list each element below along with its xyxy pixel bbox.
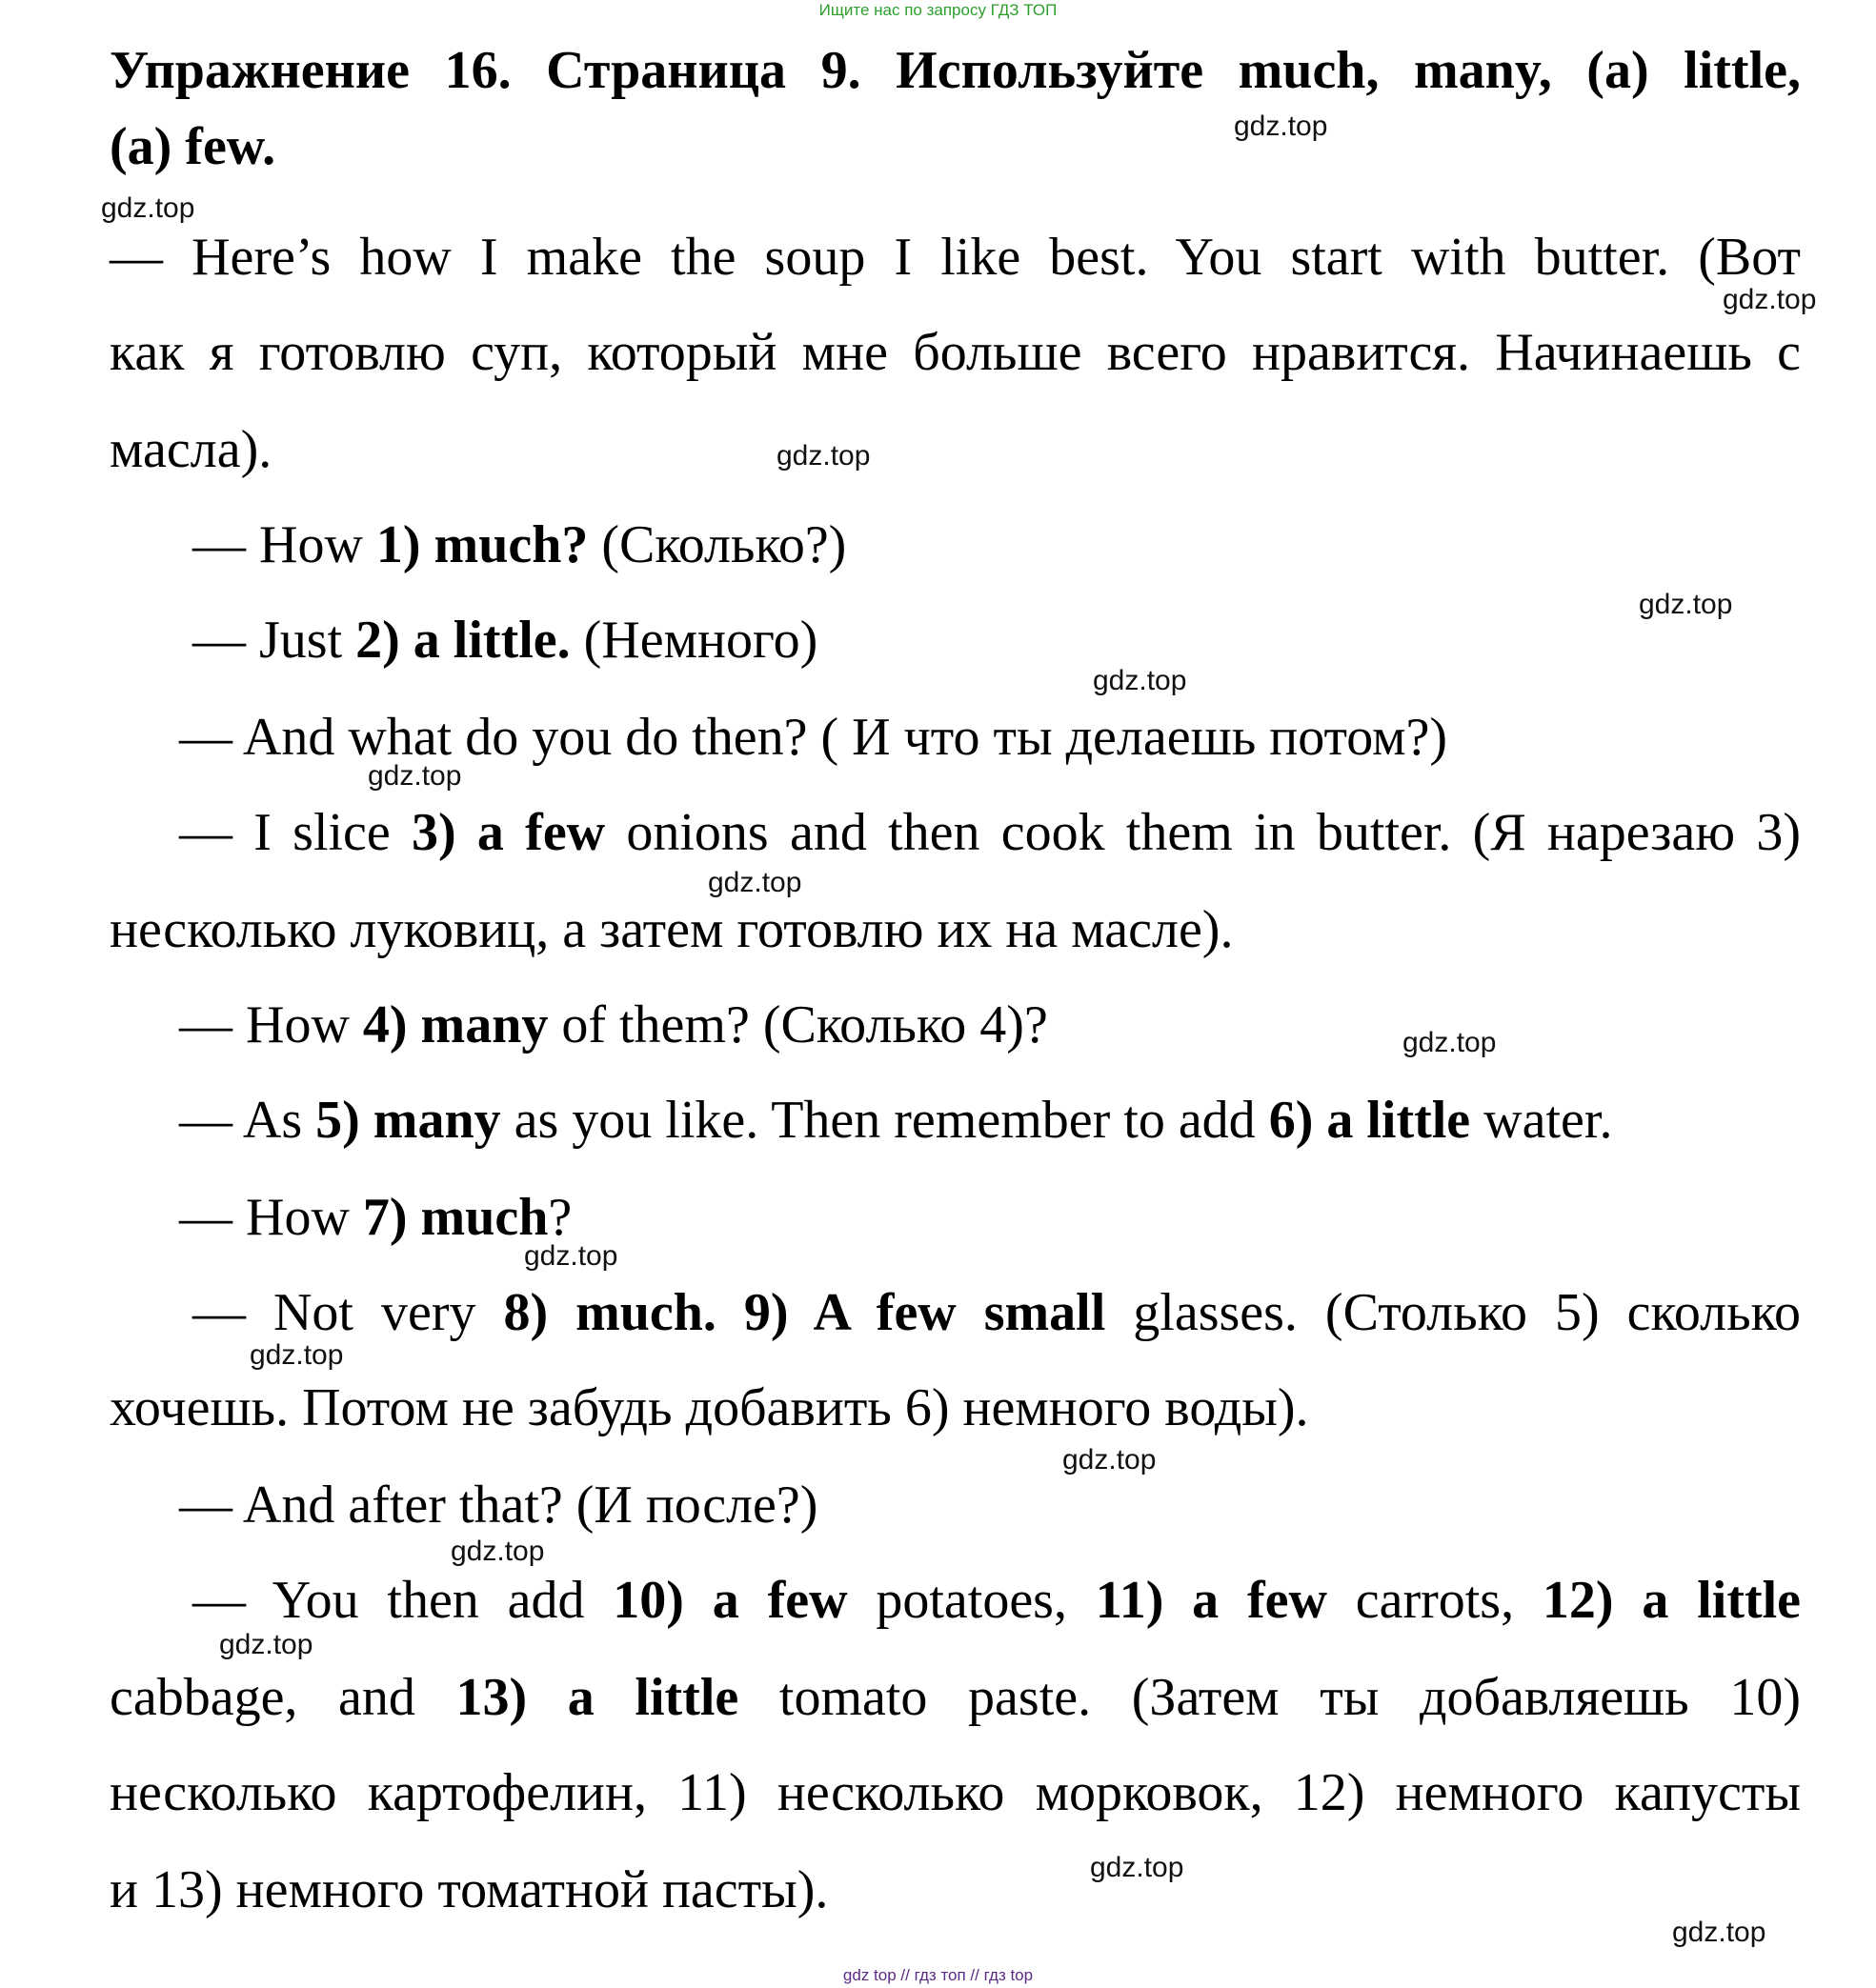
watermark: gdz.top xyxy=(1723,284,1817,315)
watermark: gdz.top xyxy=(250,1339,344,1371)
text-line-5: — Just 2) a little. (Немного) xyxy=(192,611,818,670)
text-line-4: — How 1) much? (Сколько?) xyxy=(192,515,847,574)
exercise-title-line-2: (a) few. xyxy=(110,117,276,176)
watermark: gdz.top xyxy=(1672,1917,1766,1948)
answer-11: 11) a few xyxy=(1095,1571,1327,1630)
top-banner: Ищите нас по запросу ГДЗ ТОП xyxy=(818,1,1058,19)
answer-2: 2) a little. xyxy=(355,611,571,670)
text-line-18: и 13) немного томатной пасты). xyxy=(110,1860,829,1919)
answer-8-9: 8) much. 9) A few small xyxy=(503,1283,1106,1342)
text-line-9: — How 4) many of them? (Сколько 4)? xyxy=(179,995,1048,1054)
watermark: gdz.top xyxy=(708,867,802,898)
text-line-3: масла). xyxy=(110,420,272,479)
watermark: gdz.top xyxy=(219,1629,313,1660)
watermark: gdz.top xyxy=(1090,1852,1184,1883)
text-line-2: как я готовлю суп, который мне больше всего нравится. Начинаешь с xyxy=(110,323,1801,382)
text-line-12: — Not very 8) much. 9) A few small glasses. (Столько 5) сколько xyxy=(192,1283,1801,1342)
answer-4: 4) many xyxy=(362,995,549,1054)
answer-3: 3) a few xyxy=(412,803,606,862)
text-line-10: — As 5) many as you like. Then remember to add 6) a little water. xyxy=(179,1091,1613,1150)
text-line-14: — And after that? (И после?) xyxy=(179,1476,818,1535)
answer-10: 10) a few xyxy=(613,1571,848,1630)
bottom-banner: gdz top // гдз топ // гдз top xyxy=(842,1966,1034,1984)
watermark: gdz.top xyxy=(1062,1444,1157,1476)
text-line-6: — And what do you do then? ( И что ты делаешь потом?) xyxy=(179,708,1448,767)
watermark: gdz.top xyxy=(101,192,195,224)
watermark: gdz.top xyxy=(524,1240,618,1272)
text-line-11: — How 7) much? xyxy=(179,1188,573,1247)
watermark: gdz.top xyxy=(1093,665,1187,696)
exercise-title-line-1: Упражнение 16. Страница 9. Используйте much, many, (a) little, xyxy=(110,41,1801,100)
text-line-17: несколько картофелин, 11) несколько морковок, 12) немного капусты xyxy=(110,1763,1801,1822)
watermark: gdz.top xyxy=(1234,110,1328,142)
watermark: gdz.top xyxy=(777,440,871,472)
text-line-13: хочешь. Потом не забудь добавить 6) немного воды). xyxy=(110,1378,1309,1437)
text-line-7: — I slice 3) a few onions and then cook them in butter. (Я нарезаю 3) xyxy=(179,803,1801,862)
watermark: gdz.top xyxy=(451,1536,545,1567)
answer-6: 6) a little xyxy=(1268,1091,1471,1150)
answer-5: 5) many xyxy=(315,1091,501,1150)
watermark: gdz.top xyxy=(368,760,462,792)
text-line-16: cabbage, and 13) a little tomato paste. (Затем ты добавляешь 10) xyxy=(110,1668,1801,1727)
text-line-8: несколько луковиц, а затем готовлю их на масле). xyxy=(110,900,1234,959)
watermark: gdz.top xyxy=(1639,589,1733,620)
answer-13: 13) a little xyxy=(455,1668,739,1727)
answer-1: 1) much? xyxy=(375,515,589,574)
answer-7: 7) much xyxy=(362,1188,549,1247)
watermark: gdz.top xyxy=(1402,1027,1497,1058)
text-line-15: — You then add 10) a few potatoes, 11) a few carrots, 12) a little xyxy=(192,1571,1802,1630)
text-line-1: — Here’s how I make the soup I like best. You start with butter. (Вот xyxy=(110,228,1801,287)
answer-12: 12) a little xyxy=(1542,1571,1802,1630)
